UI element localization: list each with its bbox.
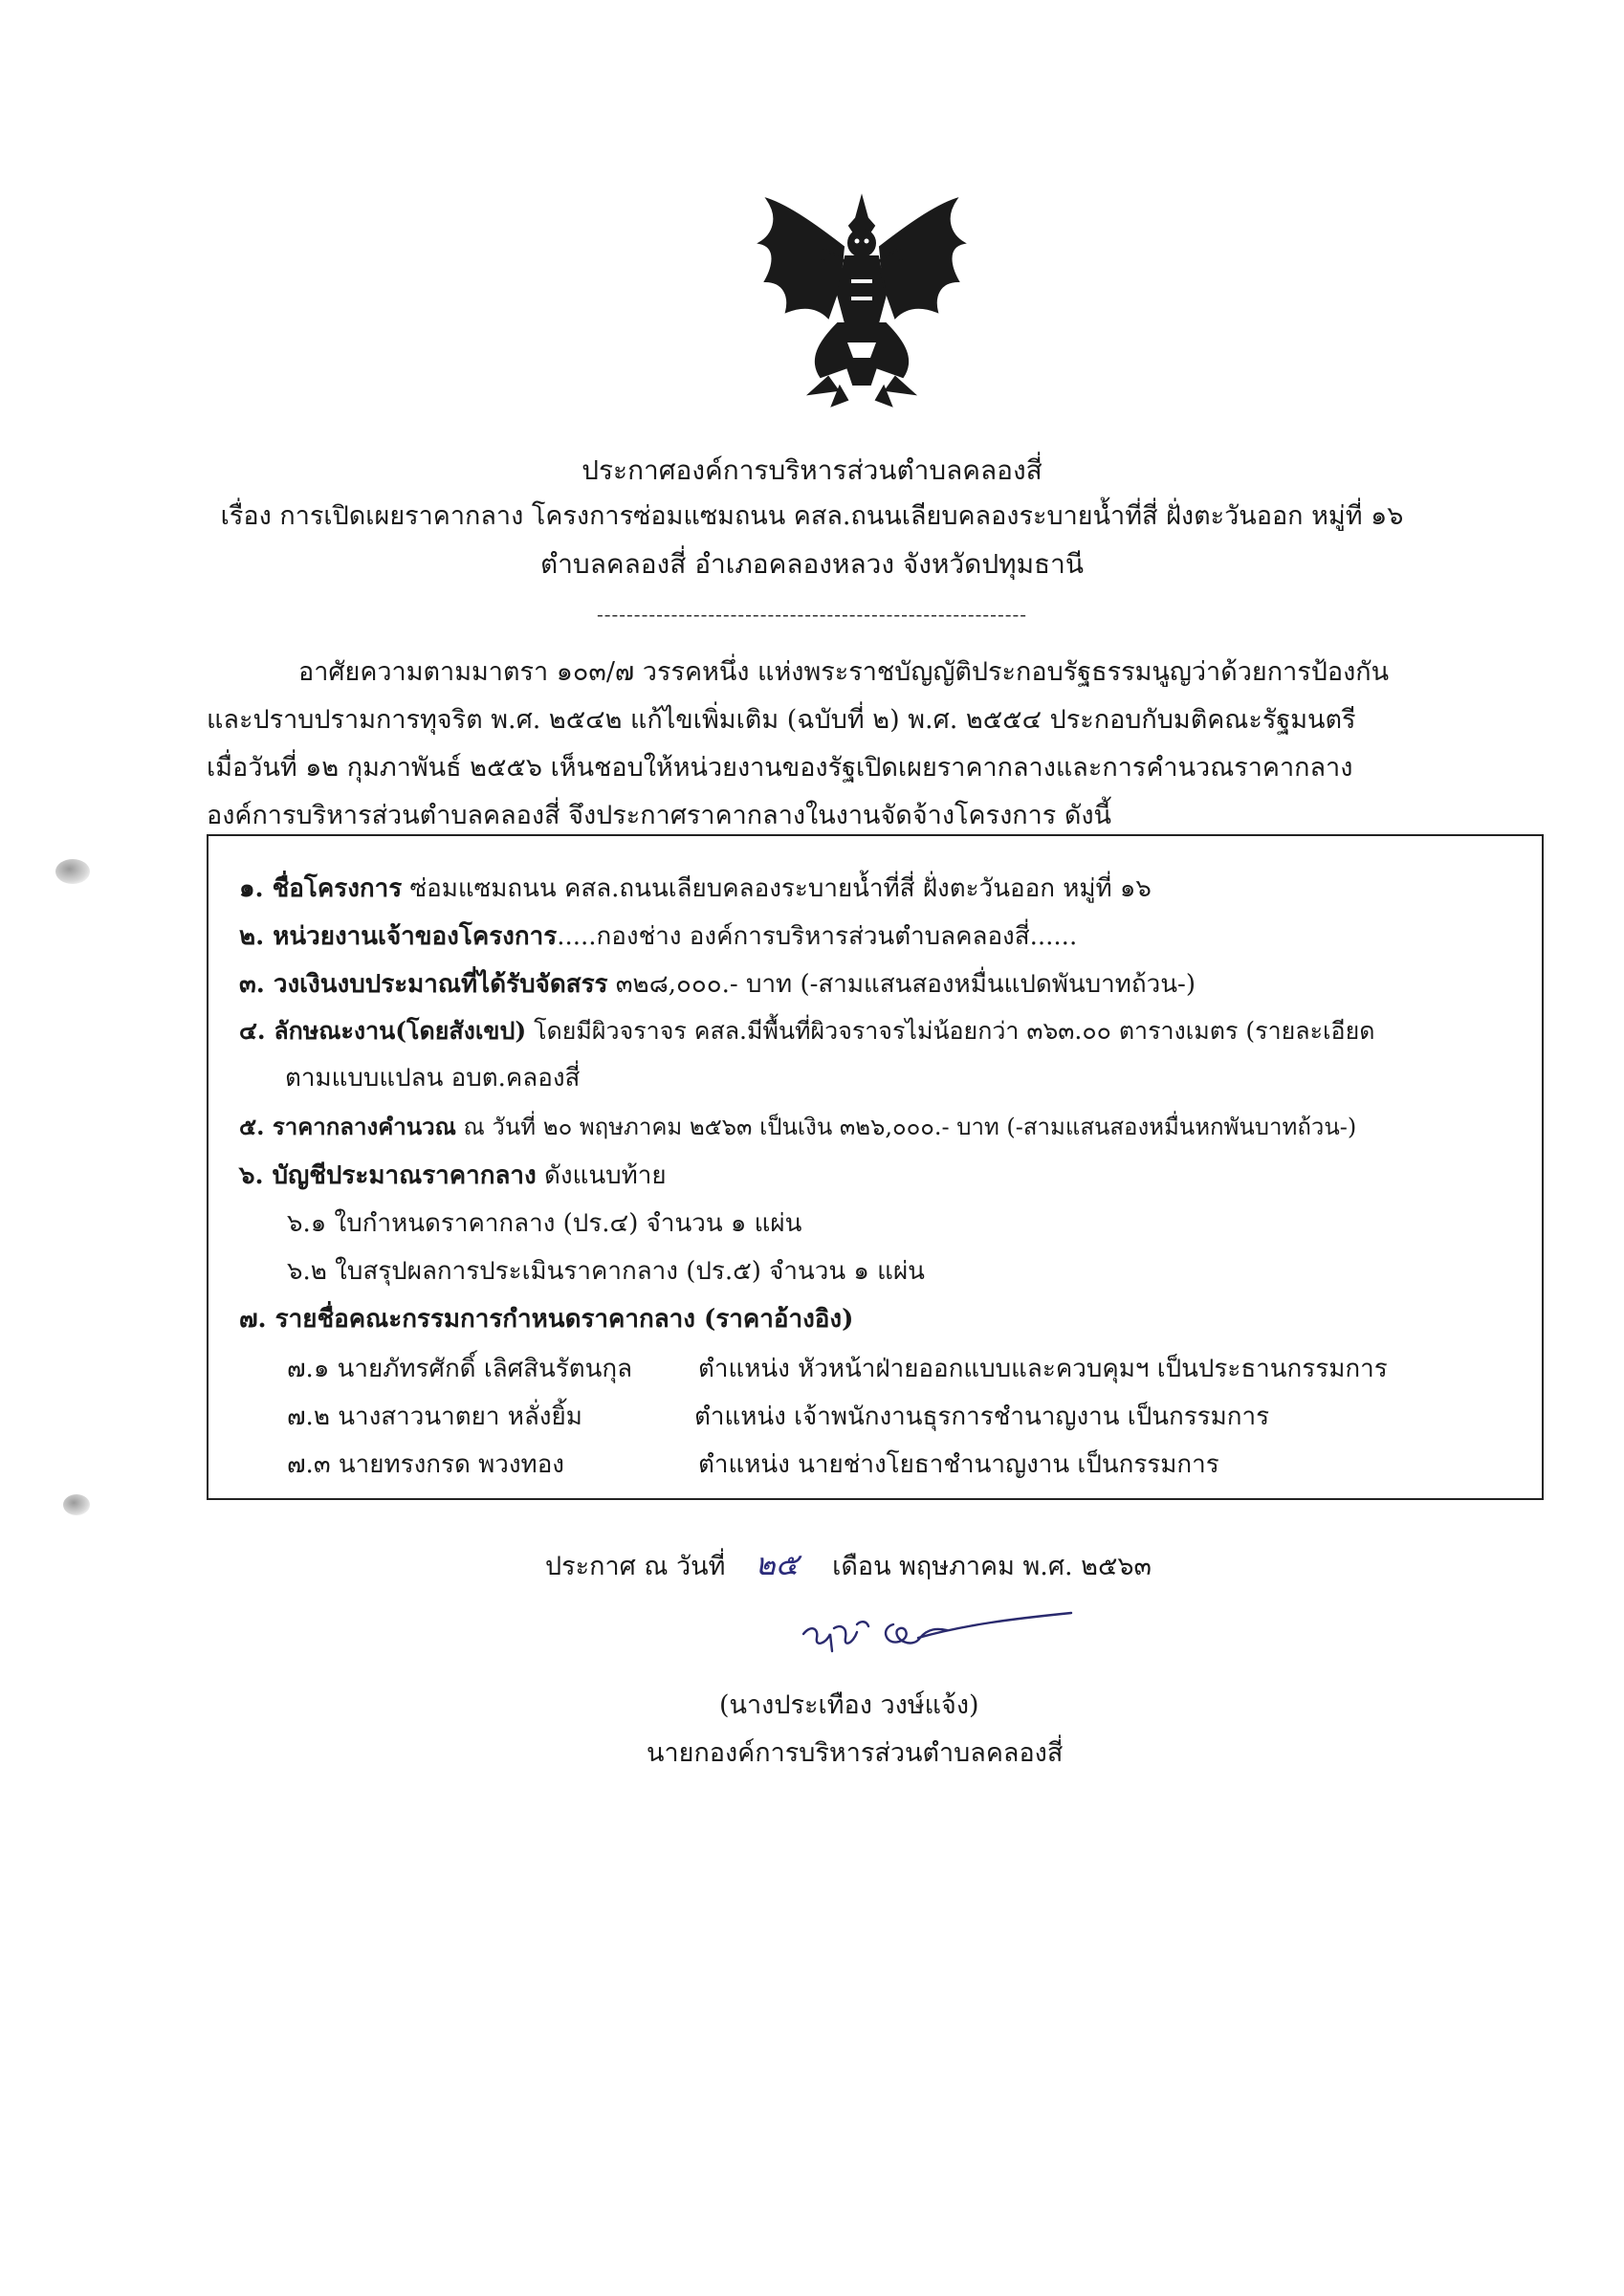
- item-5-value: ณ วันที่ ๒๐ พฤษภาคม ๒๕๖๓ เป็นเงิน ๓๒๖,๐๐๐.- บาท (-สามแสนสองหมื่นหกพันบาทถ้วน-): [455, 1114, 1357, 1140]
- location-line: ตำบลคลองสี่ อำเภอคลองหลวง จังหวัดปทุมธานี: [540, 548, 1084, 580]
- item-4-value: โดยมีผิวจราจร คสล.มีพื้นที่ผิวจราจรไม่น้อยกว่า ๓๖๓.๐๐ ตารางเมตร (รายละเอียด: [526, 1017, 1375, 1045]
- header-divider: ----------------------------------------------------------: [597, 603, 1027, 626]
- punch-hole-top: [55, 859, 90, 884]
- punch-hole-bottom: [63, 1494, 90, 1515]
- item-6-label: ๖. บัญชีประมาณราคากลาง: [239, 1161, 537, 1190]
- item-3-label: ๓. วงเงินงบประมาณที่ได้รับจัดสรร: [239, 970, 608, 999]
- item-2-value: .....กองช่าง องค์การบริหารส่วนตำบลคลองสี่......: [557, 922, 1078, 951]
- announcement-day: ๒๕: [755, 1546, 799, 1582]
- item-7-committee-heading: ๗. รายชื่อคณะกรรมการกำหนดราคากลาง (ราคาอ้างอิง): [239, 1305, 854, 1334]
- item-6-2: ๖.๒ ใบสรุปผลการประเมินราคากลาง (ปร.๕) จำนวน ๑ แผ่น: [287, 1257, 925, 1286]
- announcement-date-line: [545, 1540, 1152, 1589]
- item-4-description: [239, 1012, 1374, 1050]
- subject-line: เรื่อง การเปิดเผยราคากลาง โครงการซ่อมแซมถนน คสล.ถนนเลียบคลองระบายน้ำที่สี่ ฝั่งตะวันออก หมู่ที่ ๑๖: [220, 501, 1404, 531]
- committee-member-2-position: ตำแหน่ง เจ้าพนักงานธุรการชำนาญงาน เป็นกรรมการ: [694, 1402, 1270, 1431]
- committee-member-3-name: ๗.๓ นายทรงกรด พวงทอง: [287, 1450, 564, 1479]
- committee-member-3-position: ตำแหน่ง นายช่างโยธาชำนาญงาน เป็นกรรมการ: [698, 1450, 1219, 1479]
- item-5-median-price: [239, 1108, 1356, 1145]
- intro-line-1: อาศัยความตามมาตรา ๑๐๓/๗ วรรคหนึ่ง แห่งพระราชบัญญัติประกอบรัฐธรรมนูญว่าด้วยการป้องกัน: [298, 657, 1390, 687]
- committee-member-1-position: ตำแหน่ง หัวหน้าฝ่ายออกแบบและควบคุมฯ เป็นประธานกรรมการ: [698, 1355, 1388, 1383]
- committee-member-2-name: ๗.๒ นางสาวนาตยา หลั่งยิ้ม: [287, 1402, 582, 1431]
- signatory-name: (นางประเทือง วงษ์แจ้ง): [719, 1690, 979, 1720]
- announcement-date-prefix: ประกาศ ณ วันที่: [545, 1552, 726, 1581]
- item-6-price-list: [239, 1156, 667, 1195]
- project-details-box: [207, 834, 1544, 1500]
- intro-line-4: องค์การบริหารส่วนตำบลคลองสี่ จึงประกาศราคากลางในงานจัดจ้างโครงการ ดังนี้: [207, 801, 1112, 830]
- item-4-value-continued: ตามแบบแปลน อบต.คลองสี่: [285, 1064, 581, 1093]
- item-1-project-name: [239, 869, 1152, 908]
- intro-line-2: และปราบปรามการทุจริต พ.ศ. ๒๕๔๒ แก้ไขเพิ่มเติม (ฉบับที่ ๒) พ.ศ. ๒๕๕๔ ประกอบกับมติคณะรัฐมนตรี: [207, 705, 1356, 735]
- item-6-value: ดังแนบท้าย: [536, 1161, 667, 1190]
- committee-member-1-name: ๗.๑ นายภัทรศักดิ์ เลิศสินรัตนกุล: [287, 1355, 633, 1383]
- intro-line-3: เมื่อวันที่ ๑๒ กุมภาพันธ์ ๒๕๕๖ เห็นชอบให้หน่วยงานของรัฐเปิดเผยราคากลางและการคำนวณราคากลาง: [207, 753, 1353, 783]
- item-1-value: ซ่อมแซมถนน คสล.ถนนเลียบคลองระบายน้ำที่สี่ ฝั่งตะวันออก หมู่ที่ ๑๖: [402, 874, 1152, 903]
- handwritten-signature: [794, 1596, 1081, 1672]
- garuda-emblem: [752, 189, 972, 409]
- item-2-label: ๒. หน่วยงานเจ้าของโครงการ: [239, 922, 558, 951]
- announcement-month-year: เดือน พฤษภาคม พ.ศ. ๒๕๖๓: [832, 1552, 1152, 1581]
- announcement-heading: ประกาศองค์การบริหารส่วนตำบลคลองสี่: [582, 454, 1042, 486]
- item-2-owner: [239, 916, 1077, 956]
- item-3-budget: [239, 964, 1196, 1004]
- item-5-label: ๕. ราคากลางคำนวณ: [239, 1113, 456, 1140]
- item-3-value: ๓๒๘,๐๐๐.- บาท (-สามแสนสองหมื่นแปดพันบาทถ้วน-): [607, 970, 1196, 999]
- item-6-1: ๖.๑ ใบกำหนดราคากลาง (ปร.๔) จำนวน ๑ แผ่น: [287, 1209, 802, 1238]
- signatory-title: นายกองค์การบริหารส่วนตำบลคลองสี่: [647, 1738, 1064, 1768]
- item-4-label: ๔. ลักษณะงาน(โดยสังเขป): [239, 1017, 527, 1045]
- item-1-label: ๑. ชื่อโครงการ: [239, 874, 403, 903]
